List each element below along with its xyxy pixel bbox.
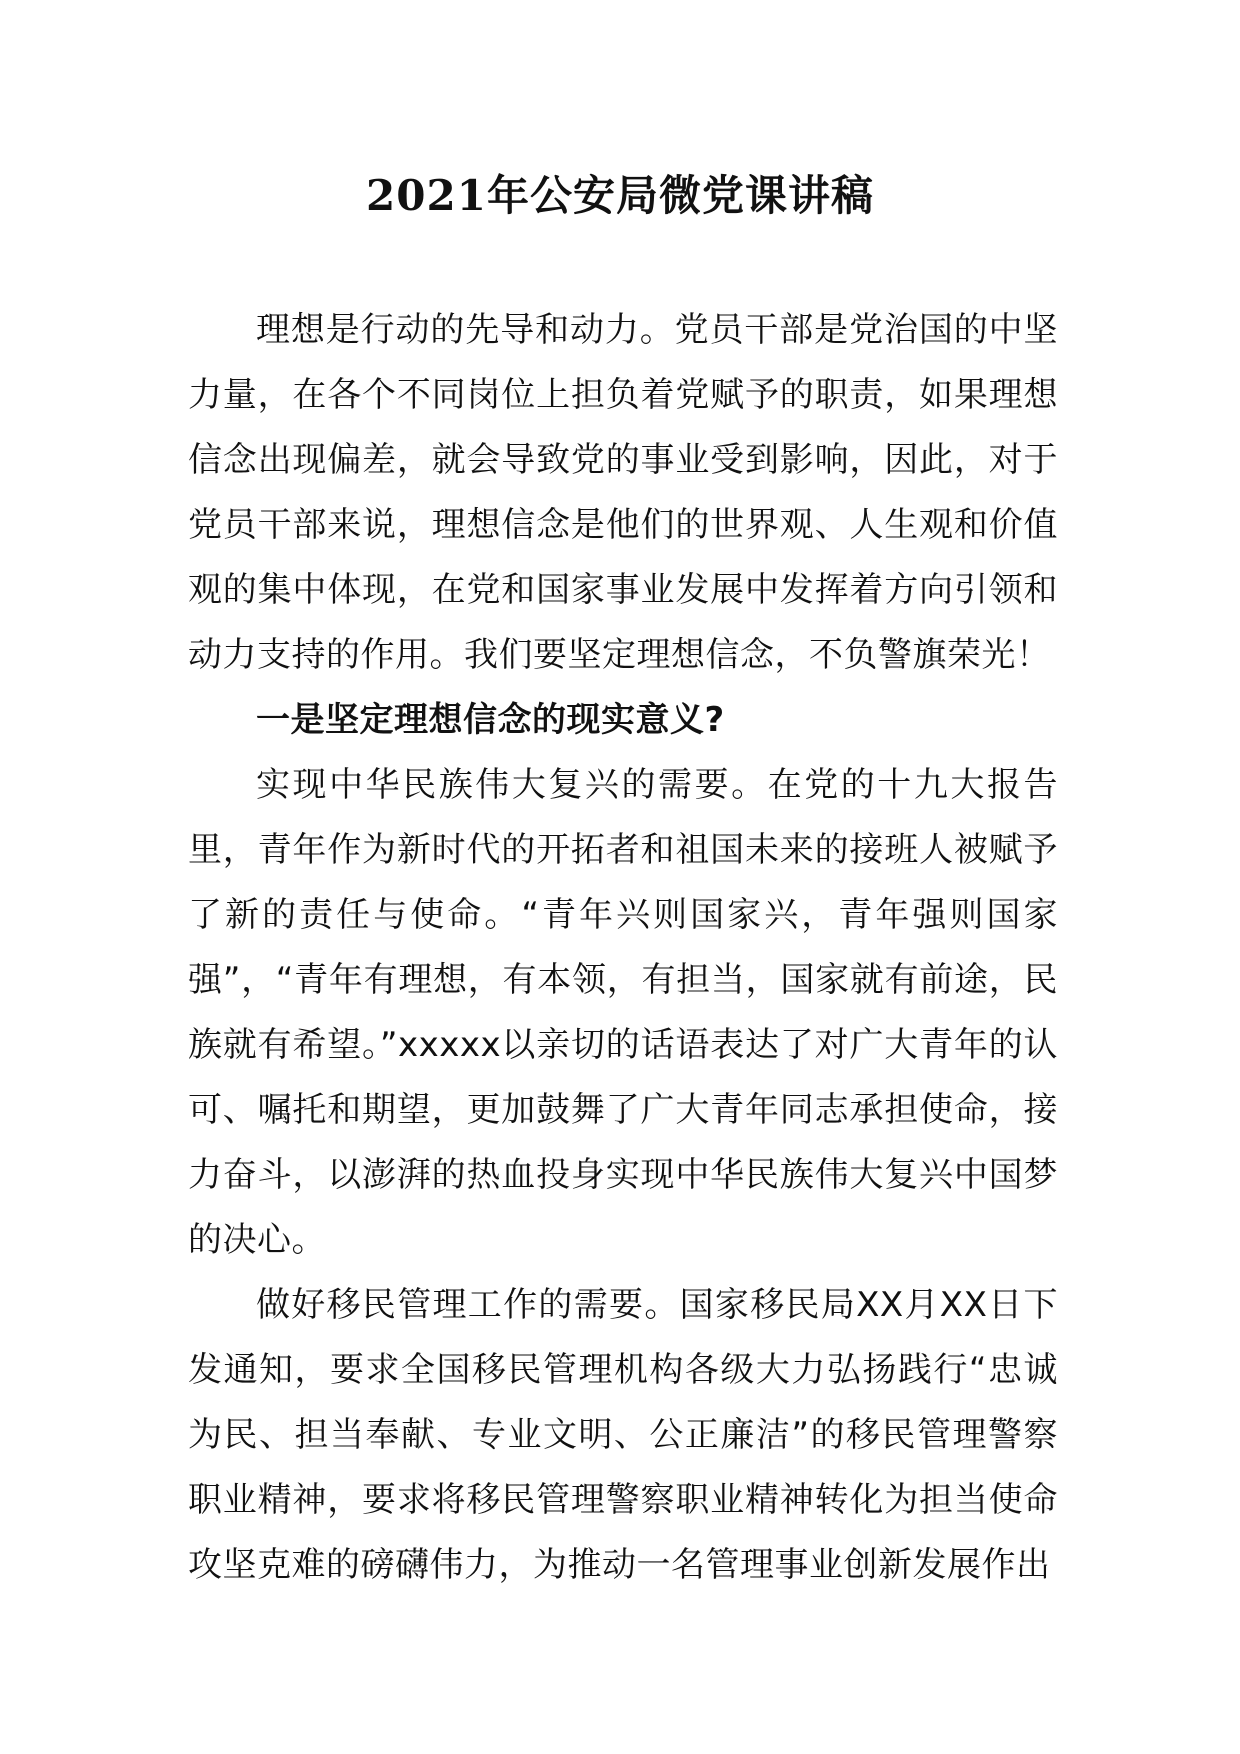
paragraph-intro: 理想是行动的先导和动力。党员干部是党治国的中坚力量，在各个不同岗位上担负着党赋予的职责，如果理想信念出现偏差，就会导致党的事业受到影响，因此，对于党员干部来说，理想信念是他们的世界观、人生观和价值观的集中体现，在党和国家事业发展中发挥着方向引领和动力支持的作用。我们要坚定理想信念，不负警旗荣光！ xyxy=(188,310,1058,675)
paragraph-rejuvenation: 实现中华民族伟大复兴的需要。在党的十九大报告里，青年作为新时代的开拓者和祖国未来的接班人被赋予了新的责任与使命。“青年兴则国家兴，青年强则国家强”，“青年有理想，有本领，有担当，国家就有前途，民族就有希望。”xxxxx以亲切的话语表达了对广大青年的认可、嘱托和期望，更加鼓舞了广大青年同志承担使命，接力奋斗，以澎湃的热血投身实现中华民族伟大复兴中国梦的决心。 xyxy=(188,765,1058,1260)
document-title: 2021年公安局微党课讲稿 xyxy=(366,171,874,220)
document-body xyxy=(188,298,1058,1598)
section-heading: 一是坚定理想信念的现实意义? xyxy=(256,700,725,740)
paragraph-immigration: 做好移民管理工作的需要。国家移民局XX月XX日下发通知，要求全国移民管理机构各级大力弘扬践行“忠诚为民、担当奉献、专业文明、公正廉洁”的移民管理警察职业精神，要求将移民管理警察职业精神转化为担当使命攻坚克难的磅礴伟力，为推动一名管理事业创新发展作出 xyxy=(188,1285,1058,1585)
